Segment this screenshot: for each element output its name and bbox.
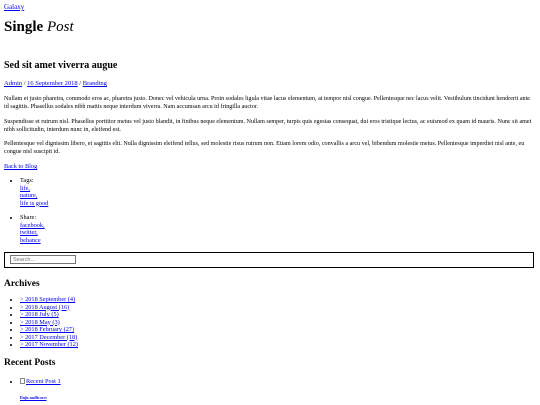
recent-post-image-link[interactable] (20, 378, 61, 385)
back-to-blog-link[interactable]: Back to Blog (4, 163, 38, 170)
share-list (0, 214, 45, 244)
share-label: • Share: (20, 214, 45, 222)
recent-posts-title: Recent Posts (4, 358, 56, 368)
archive-link[interactable]: > 2018 September (4) (20, 296, 76, 303)
list-item (20, 237, 45, 245)
recent-post-image-alt: Recent Post 1 (26, 378, 61, 385)
page-title (4, 18, 74, 36)
share-facebook-link[interactable]: facebook, (20, 221, 45, 229)
post-meta (4, 80, 107, 88)
list-item (20, 296, 78, 304)
post-paragraph: Nullam et justo pharetra, commodo eros ac, pharetra justo. Donec vel vehicula urna. Proin sodales ligula vitae lacus elementum, at tempor nisl congue. Pellentesque nec lacus velit. Vestibulum tincidunt hendrerit ante id sagittis. Phasellus sodales nibh mattis neque interdum viverra. Nam accumsan arcu id fringilla auctor. (4, 96, 530, 110)
list-item (20, 319, 78, 327)
post-date-link[interactable]: 16 September 2018 (27, 80, 78, 87)
archive-link[interactable]: > 2018 May (3) (20, 318, 60, 326)
archive-link[interactable]: > 2017 December (18) (20, 333, 78, 341)
share-twitter-link[interactable]: twitter, (20, 229, 38, 236)
broken-image-icon (20, 378, 25, 384)
share-behance-link[interactable]: behance (20, 236, 41, 244)
list-item (20, 311, 78, 319)
tags-list (0, 177, 48, 207)
recent-post-title-link[interactable]: Dujis mollis orci (20, 396, 47, 400)
list-item (20, 192, 48, 200)
search-input[interactable] (10, 255, 76, 264)
list-item (20, 185, 48, 193)
post-category-link[interactable]: Branding (82, 80, 107, 87)
tags-label: • Tags: (20, 177, 48, 185)
meta-separator: / (22, 80, 28, 87)
post-paragraph: Pellentesque vel dignissim libero, et sagittis elit. Nulla dignissim eleifend tellus, sed molestie risus rutrum non. Etiam lorem odio, convallis a arcu vel, bibendum molestie metus. Pellentesque imperdiet nisl ante, eu congue nisl suscipit id. (4, 141, 525, 155)
meta-separator: / (77, 80, 83, 87)
post-paragraph: Suspendisse et rutrum nisl. Phasellus porttitor metus vel justo blandit, in finibus neque elementum. Nullam semper, turpis quis egestas consequat, dui eros tristique lectus, ac euismod ex quam id mauris. Nunc sit amet nibh sollicitudin, interdum nunc in, eleifend est. (4, 119, 532, 133)
list-item (20, 304, 78, 312)
archive-link[interactable]: > 2018 February (27) (20, 326, 75, 333)
page-title-italic: Post (46, 19, 74, 35)
list-item (20, 229, 45, 237)
list-item (20, 326, 78, 334)
recent-posts-list (0, 378, 61, 386)
post-title: Sed sit amet viverra augue (4, 60, 118, 71)
archive-link[interactable]: > 2017 November (12) (20, 341, 78, 348)
tag-link[interactable]: life, (20, 184, 30, 192)
site-brand-link[interactable]: Galaxy (4, 3, 25, 11)
tag-link[interactable]: life is good (20, 199, 49, 207)
list-item (20, 378, 61, 386)
post-author-link[interactable]: Admin (4, 80, 23, 87)
archives-title: Archives (4, 279, 40, 289)
archive-link[interactable]: > 2018 July (5) (20, 311, 59, 318)
archives-list (0, 296, 78, 349)
list-item (20, 334, 78, 342)
list-item (20, 222, 45, 230)
page-title-normal: Single (4, 19, 47, 35)
tag-link[interactable]: nature, (20, 192, 38, 199)
search-widget (4, 252, 534, 268)
list-item (20, 200, 48, 208)
archive-link[interactable]: > 2018 August (16) (20, 303, 70, 311)
list-item (20, 341, 78, 349)
